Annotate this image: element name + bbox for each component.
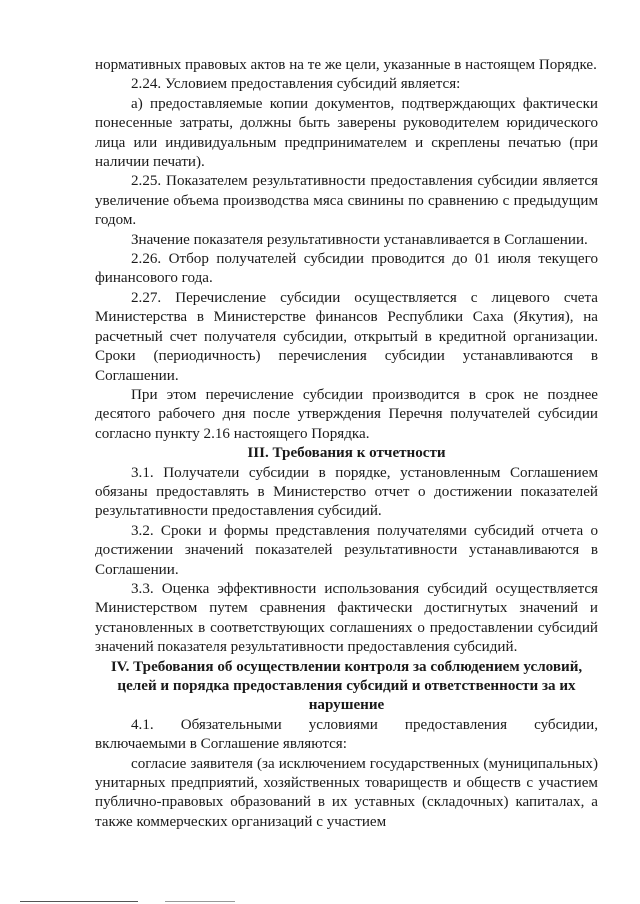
paragraph-continuation: нормативных правовых актов на те же цели, указанные в настоящем Порядке.: [95, 57, 597, 73]
paragraph-2-25-value: Значение показателя результативности устанавливается в Соглашении.: [131, 231, 588, 248]
paragraph-2-27-term: При этом перечисление субсидии производится в срок не позднее десятого рабочего дня после утверждения Перечня получателей субсидии согласно пункту 2.16 настоящего Порядка.: [95, 386, 598, 442]
section-4-title: IV. Требования об осуществлении контроля за соблюдением условий, целей и порядка предоставления субсидий и ответственности за их нарушение: [110, 658, 583, 714]
paragraph-3-3: 3.3. Оценка эффективности использования субсидий осуществляется Министерством путем сравнения фактически достигнутых значений и установленных в соответствующих соглашениях о предоставлении субсидий значений показателя результативности предоставления субсидий.: [95, 580, 598, 656]
paragraph-4-1-consent: согласие заявителя (за исключением государственных (муниципальных) унитарных предприятий, хозяйственных товариществ и обществ с участием публично-правовых образований в их уставных (складочных) капиталах, а также коммерческих организаций с участием: [95, 755, 598, 830]
paragraph-3-2: 3.2. Сроки и формы представления получателями субсидий отчета о достижении значений показателей результативности устанавливаются в Соглашении.: [95, 522, 598, 578]
paragraph-2-24-a: а) предоставляемые копии документов, подтверждающих фактически понесенные затраты, должны быть заверены руководителем юридического лица или индивидуальным предпринимателем и скреплены печатью (при наличии печати).: [95, 95, 598, 171]
paragraph-2-26: 2.26. Отбор получателей субсидии проводится до 01 июля текущего финансового года.: [95, 251, 598, 287]
paragraph-2-24: 2.24. Условием предоставления субсидий является:: [131, 76, 461, 93]
section-3-title: III. Требования к отчетности: [247, 445, 446, 462]
paragraph-2-25: 2.25. Показателем результативности предоставления субсидии является увеличение объема производства мяса свинины по сравнению с предыдущим годом.: [95, 173, 598, 229]
document-page: [95, 56, 598, 832]
scan-artifact-line: [20, 901, 138, 902]
paragraph-2-27: 2.27. Перечисление субсидии осуществляется с лицевого счета Министерства в Министерстве финансов Республики Саха (Якутия), на расчетный счет получателя субсидии, открытый в кредитной организации. Сроки (периодичность) перечисления субсидии устанавливаются в Соглашении.: [95, 289, 598, 384]
paragraph-3-1: 3.1. Получатели субсидии в порядке, установленным Соглашением обязаны предоставлять в Министерство отчет о достижении показателей результативности предоставления субсидий.: [95, 464, 598, 520]
paragraph-4-1: 4.1. Обязательными условиями предоставления субсидии, включаемыми в Соглашение являются:: [95, 716, 598, 753]
scan-artifact-line: [165, 901, 235, 902]
